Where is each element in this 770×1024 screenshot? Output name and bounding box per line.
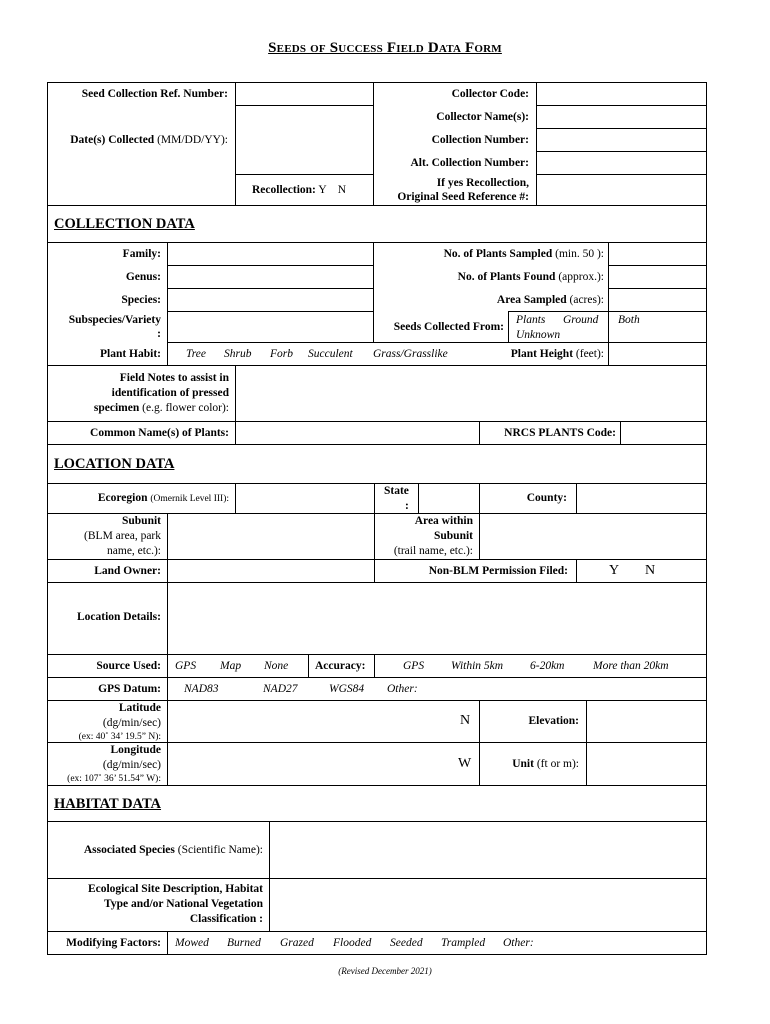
subspecies-label-line2: :	[157, 328, 161, 340]
modifying-label: Modifying Factors:	[66, 937, 161, 949]
assoc-species-note: (Scientific Name):	[177, 844, 263, 856]
assoc-species-label	[84, 844, 263, 857]
eco-site-line1: Ecological Site Description, Habitat	[87, 883, 263, 895]
mod-seeded[interactable]: Seeded	[390, 937, 423, 949]
plant-height-note: (feet):	[575, 348, 604, 360]
ecoregion-field[interactable]	[235, 483, 375, 514]
field-notes-line3-note: (e.g. flower color):	[142, 402, 229, 414]
habit-grass[interactable]: Grass/Grasslike	[373, 348, 448, 360]
dates-label-text: Date(s) Collected	[70, 134, 155, 146]
habit-shrub[interactable]: Shrub	[224, 348, 252, 360]
species-field[interactable]	[167, 288, 374, 312]
permission-n[interactable]: N	[645, 563, 656, 578]
datum-label: GPS Datum:	[98, 683, 161, 695]
latitude-line1: Latitude	[118, 702, 161, 714]
assoc-species-text: Associated Species	[83, 844, 175, 856]
field-notes-line1: Field Notes to assist in	[119, 372, 229, 384]
source-map[interactable]: Map	[220, 660, 242, 672]
datum-nad83[interactable]: NAD83	[184, 683, 219, 695]
alt-collection-number-label: Alt. Collection Number:	[410, 157, 529, 169]
location-details-label: Location Details:	[76, 611, 161, 623]
plant-height-text: Plant Height	[510, 348, 574, 360]
seeds-from-plants[interactable]: Plants	[516, 314, 546, 326]
source-label: Source Used:	[96, 660, 161, 672]
unit-label-text: Unit	[512, 758, 534, 770]
mod-trampled[interactable]: Trampled	[441, 937, 486, 949]
mod-flooded[interactable]: Flooded	[333, 937, 372, 949]
genus-field[interactable]	[167, 265, 374, 289]
plant-habit-label: Plant Habit:	[99, 348, 161, 360]
longitude-example: (ex: 107˚ 36’ 51.54” W):	[67, 774, 161, 784]
datum-options-cell[interactable]	[167, 677, 707, 701]
ecoregion-label	[98, 492, 229, 506]
field-notes-line2: identification of pressed	[111, 387, 229, 399]
area-within-line1: Area within	[414, 515, 473, 527]
eco-site-line2: Type and/or National Vegetation	[104, 898, 263, 910]
datum-wgs84[interactable]: WGS84	[329, 683, 365, 695]
mod-mowed[interactable]: Mowed	[175, 937, 209, 949]
plants-sampled-label	[444, 248, 604, 261]
area-sampled-note: (acres):	[569, 294, 604, 306]
collector-names-field[interactable]	[536, 105, 707, 129]
subspecies-label-line1: Subspecies/Variety	[68, 314, 161, 326]
datum-nad27[interactable]: NAD27	[263, 683, 298, 695]
county-label: County:	[526, 492, 567, 504]
nrcs-label: NRCS PLANTS Code:	[504, 427, 616, 439]
unit-note: (ft or m):	[536, 758, 579, 770]
longitude-line1: Longitude	[110, 744, 161, 756]
eco-site-line3: Classification :	[189, 913, 263, 925]
subspecies-field[interactable]	[167, 311, 374, 343]
nrcs-field[interactable]	[620, 421, 707, 445]
area-sampled-text: Area Sampled	[496, 294, 567, 306]
area-sampled-label	[497, 294, 604, 307]
field-notes-line3-text: specimen	[93, 402, 140, 414]
habit-tree[interactable]: Tree	[186, 348, 207, 360]
subunit-line2: (BLM area, park	[84, 530, 161, 542]
collection-number-field[interactable]	[536, 128, 707, 152]
seeds-from-label: Seeds Collected From:	[393, 321, 504, 333]
area-within-line2: Subunit	[433, 530, 473, 542]
alt-collection-number-field[interactable]	[536, 151, 707, 175]
field-notes-field[interactable]	[235, 365, 707, 422]
permission-y[interactable]: Y	[609, 563, 620, 578]
seed-ref-label: Seed Collection Ref. Number:	[81, 88, 228, 100]
subunit-line1: Subunit	[121, 515, 161, 527]
mod-burned[interactable]: Burned	[227, 937, 261, 949]
if-yes-line1: If yes Recollection,	[436, 177, 529, 189]
common-names-label: Common Name(s) of Plants:	[90, 427, 229, 439]
elevation-label: Elevation:	[528, 715, 579, 727]
dates-format: (MM/DD/YY):	[157, 134, 228, 146]
location-details-field[interactable]	[167, 582, 707, 655]
field-notes-line3	[94, 402, 229, 415]
dates-label	[70, 134, 228, 147]
elevation-field[interactable]	[586, 700, 707, 743]
datum-other[interactable]: Other:	[387, 683, 418, 695]
habitat-heading: HABITAT DATA	[54, 796, 162, 812]
seed-ref-field[interactable]	[235, 82, 374, 106]
seeds-from-unknown[interactable]: Unknown	[516, 329, 561, 341]
permission-label: Non-BLM Permission Filed:	[428, 565, 568, 577]
dates-field[interactable]	[235, 105, 374, 175]
recollection-label	[252, 184, 346, 197]
plants-found-field[interactable]	[608, 265, 707, 289]
genus-label: Genus:	[125, 271, 161, 283]
latitude-example: (ex: 40˚ 34’ 19.5” N):	[78, 732, 161, 742]
accuracy-more-than-20km[interactable]: More than 20km	[593, 660, 669, 672]
collection-heading: COLLECTION DATA	[54, 216, 195, 232]
longitude-line2: (dg/min/sec)	[102, 759, 161, 771]
source-gps[interactable]: GPS	[175, 660, 197, 672]
plants-found-note: (approx.):	[558, 271, 604, 283]
area-sampled-field[interactable]	[608, 288, 707, 312]
unit-label	[512, 758, 579, 771]
plants-found-label	[458, 271, 604, 284]
family-field[interactable]	[167, 242, 374, 266]
revision-footer: (Revised December 2021)	[338, 966, 432, 976]
original-seed-ref-field[interactable]	[536, 174, 707, 206]
land-owner-field[interactable]	[167, 559, 375, 583]
accuracy-gps[interactable]: GPS	[403, 660, 425, 672]
species-label: Species:	[121, 294, 161, 306]
accuracy-label: Accuracy:	[315, 660, 366, 672]
plants-found-text: No. of Plants Found	[457, 271, 556, 283]
assoc-species-field[interactable]	[269, 821, 707, 879]
mod-grazed[interactable]: Grazed	[280, 937, 314, 949]
plants-sampled-text: No. of Plants Sampled	[443, 248, 553, 260]
common-names-field[interactable]	[235, 421, 480, 445]
ecoregion-text: Ecoregion	[97, 492, 148, 504]
latitude-direction: N	[460, 713, 471, 728]
plant-height-field[interactable]	[608, 342, 707, 366]
state-label-line2: :	[405, 500, 409, 512]
seeds-from-ground[interactable]: Ground	[563, 314, 599, 326]
collection-number-label: Collection Number:	[431, 134, 529, 146]
collector-names-label: Collector Name(s):	[436, 111, 529, 123]
accuracy-6-20km[interactable]: 6-20km	[530, 660, 565, 672]
area-within-line3: (trail name, etc.):	[393, 545, 473, 557]
collector-code-field[interactable]	[536, 82, 707, 106]
accuracy-within-5km[interactable]: Within 5km	[451, 660, 504, 672]
recollection-label-text: Recollection:	[252, 184, 316, 196]
collector-code-label: Collector Code:	[451, 88, 529, 100]
eco-site-field[interactable]	[269, 878, 707, 932]
state-field[interactable]	[418, 483, 480, 514]
subunit-field[interactable]	[167, 513, 375, 560]
area-within-field[interactable]	[479, 513, 707, 560]
mod-other[interactable]: Other:	[503, 937, 534, 949]
land-owner-label: Land Owner:	[94, 565, 161, 577]
habit-succulent[interactable]: Succulent	[308, 348, 353, 360]
unit-field[interactable]	[586, 742, 707, 786]
location-heading: LOCATION DATA	[54, 456, 175, 472]
if-yes-line2: Original Seed Reference #:	[397, 191, 529, 203]
longitude-direction: W	[458, 756, 472, 771]
form-title: Seeds of Success Field Data Form	[268, 40, 502, 56]
plants-sampled-field[interactable]	[608, 242, 707, 266]
plants-sampled-note: (min. 50 ):	[555, 248, 604, 260]
plant-height-label	[511, 348, 604, 361]
state-label-line1: State	[384, 485, 409, 497]
seeds-from-both[interactable]: Both	[618, 314, 640, 326]
family-label: Family:	[122, 248, 161, 260]
permission-options-cell[interactable]	[576, 559, 707, 583]
subunit-line3: name, etc.):	[107, 545, 161, 557]
longitude-field[interactable]	[167, 742, 480, 786]
ecoregion-note: (Omernik Level III):	[150, 494, 229, 504]
recollection-options[interactable]: Y N	[318, 184, 347, 196]
latitude-line2: (dg/min/sec)	[102, 717, 161, 729]
habit-forb[interactable]: Forb	[270, 348, 293, 360]
county-field[interactable]	[576, 483, 707, 514]
source-none[interactable]: None	[264, 660, 289, 672]
latitude-field[interactable]	[167, 700, 480, 743]
